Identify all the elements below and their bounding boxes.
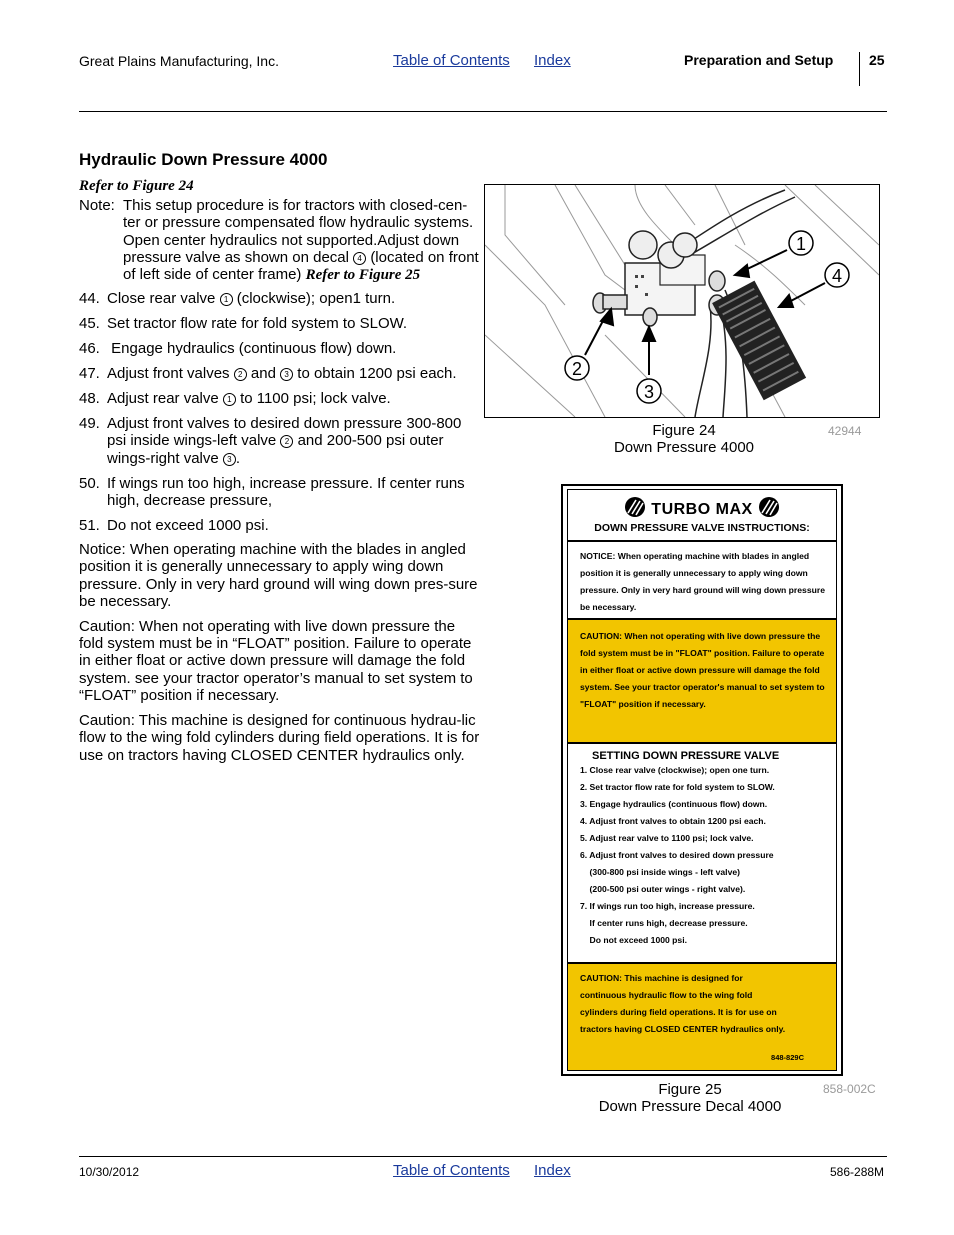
callout-3: 3 bbox=[643, 382, 655, 402]
decal-setting-line: 5. Adjust rear valve to 1100 psi; lock valve. bbox=[580, 833, 754, 843]
list-item: 50. If wings run too high, increase pressure. If center runs high, decrease pressure, bbox=[79, 474, 465, 509]
decal-caution-closed-center-box bbox=[568, 962, 836, 1070]
caution-paragraph-closed-center: Caution: This machine is designed for continuous hydrau-lic flow to the wing fold cylinders during field operations. It is for use on tractors having CLOSED CENTER hydraulics only. bbox=[79, 712, 480, 764]
decal-subtitle: DOWN PRESSURE VALVE INSTRUCTIONS: bbox=[594, 522, 810, 534]
callout-4: 4 bbox=[831, 266, 843, 286]
callout-4-ref: 4 bbox=[353, 252, 366, 265]
figure-25-caption: Figure 25 Down Pressure Decal 4000 bbox=[598, 1081, 782, 1115]
figure-25-decal bbox=[561, 484, 843, 1076]
decal-caution-closed-center-text: CAUTION: This machine is designed for continuous hydraulic flow to the wing fold cylinders during field operations. It is for use on tractors having CLOSED CENTER hydraulics only. bbox=[580, 973, 786, 1034]
callout-1: 1 bbox=[795, 234, 807, 254]
footer-index-link[interactable]: Index bbox=[534, 1162, 571, 1179]
footer-date: 10/30/2012 bbox=[79, 1165, 140, 1179]
company-name: Great Plains Manufacturing, Inc. bbox=[79, 53, 279, 69]
footer-doc-code: 586-288M bbox=[830, 1165, 885, 1179]
refer-figure-25: Refer to Figure 25 bbox=[305, 267, 421, 284]
list-item: 47. Adjust front valves 2 and 3 to obtain 1200 psi each. bbox=[79, 364, 457, 382]
page-heading: Hydraulic Down Pressure 4000 bbox=[79, 150, 328, 169]
callout-2: 2 bbox=[571, 359, 583, 379]
decal-setting-line: (300-800 psi inside wings - left valve) bbox=[580, 867, 740, 877]
decal-setting-line: If center runs high, decrease pressure. bbox=[580, 918, 748, 928]
footer-toc-link[interactable]: Table of Contents bbox=[393, 1162, 510, 1179]
decal-notice-text: NOTICE: When operating machine with blades in angled position it is generally unnecessary to apply wing down pressure. Only in very hard ground will wing down pressure be necessary. bbox=[580, 551, 825, 612]
step-list bbox=[79, 290, 481, 542]
caution-paragraph-float: Caution: When not operating with live down pressure the fold system must be in “FLOAT” position. Failure to operate in either float or active down pressure will damage the fold system. see your tractor operator’s manual to set system to “FLOAT” position if necessary. bbox=[79, 617, 473, 705]
valve-assembly-illustration bbox=[485, 185, 879, 417]
turbo-max-logo-icon bbox=[624, 496, 646, 518]
note-block bbox=[79, 197, 481, 284]
decal-setting-line: 4. Adjust front valves to obtain 1200 psi each. bbox=[580, 816, 766, 826]
refer-figure-24: Refer to Figure 24 bbox=[79, 178, 194, 194]
decal-caution-float-text: CAUTION: When not operating with live down pressure the fold system must be in "FLOAT" position. Failure to operate in either float or active down pressure will damage the fold system. See your tractor operator's manual to set system to "FLOAT" position if necessary. bbox=[580, 631, 825, 709]
header-divider bbox=[859, 52, 860, 86]
figure-24-code: 42944 bbox=[828, 424, 862, 438]
note-text: This setup procedure is for tractors with closed-cen-ter or pressure compensated flow hydraulic systems. Open center hydraulics not supported.Adjust down pressure valve as shown on decal 4 (located on front of left side of center frame) Refer to Figure 25 bbox=[123, 197, 479, 284]
list-item: 46. Engage hydraulics (continuous flow) down. bbox=[79, 339, 397, 357]
header-toc-link[interactable]: Table of Contents bbox=[393, 52, 510, 69]
list-item: 45. Set tractor flow rate for fold system to SLOW. bbox=[79, 314, 408, 332]
turbo-max-logo-icon bbox=[758, 496, 780, 518]
figure-24-photo bbox=[484, 184, 880, 418]
decal-setting-line: 3. Engage hydraulics (continuous flow) down. bbox=[580, 799, 768, 809]
list-item: 49. Adjust front valves to desired down pressure 300-800 psi inside wings-left valve 2 and 200-500 psi outer wings-right valve 3 . bbox=[79, 414, 462, 467]
decal-code: 848-829C bbox=[771, 1053, 804, 1062]
notice-paragraph: Notice: When operating machine with the blades in angled position it is generally unnecessary to apply wing down pressure. Only in very hard ground will wing down pres-sure be necessary. bbox=[79, 541, 478, 610]
footer-rule bbox=[79, 1156, 887, 1157]
list-item: 44. Close rear valve 1 (clockwise); open1 turn. bbox=[79, 290, 396, 307]
figure-25-code: 858-002C bbox=[823, 1082, 876, 1096]
notice-paragraphs bbox=[79, 541, 481, 772]
decal-setting-line: 2. Set tractor flow rate for fold system to SLOW. bbox=[580, 782, 775, 792]
decal-caution-float-box bbox=[568, 618, 836, 742]
list-item: 48. Adjust rear valve 1 to 1100 psi; lock valve. bbox=[79, 389, 391, 407]
decal-setting-line: (200-500 psi outer wings - right valve). bbox=[580, 884, 746, 894]
decal-setting-line: 1. Close rear valve (clockwise); open one turn. bbox=[580, 765, 770, 775]
decal-setting-line: 7. If wings run too high, increase pressure. bbox=[580, 901, 755, 911]
header-rule bbox=[79, 111, 887, 112]
decal-brand: TURBO MAX bbox=[568, 496, 836, 519]
page-number: 25 bbox=[869, 52, 885, 68]
decal-notice-box bbox=[568, 540, 836, 618]
decal-setting-head: SETTING DOWN PRESSURE VALVE bbox=[592, 750, 780, 762]
figure-24-caption: Figure 24 Down Pressure 4000 bbox=[613, 422, 755, 456]
note-label: Note: bbox=[79, 197, 115, 214]
decal-setting-box bbox=[568, 742, 836, 962]
section-title: Preparation and Setup bbox=[684, 52, 834, 68]
list-item: 51. Do not exceed 1000 psi. bbox=[79, 516, 269, 534]
decal-setting-line: Do not exceed 1000 psi. bbox=[580, 935, 687, 945]
header-index-link[interactable]: Index bbox=[534, 52, 571, 69]
decal-setting-line: 6. Adjust front valves to desired down pressure bbox=[580, 850, 774, 860]
